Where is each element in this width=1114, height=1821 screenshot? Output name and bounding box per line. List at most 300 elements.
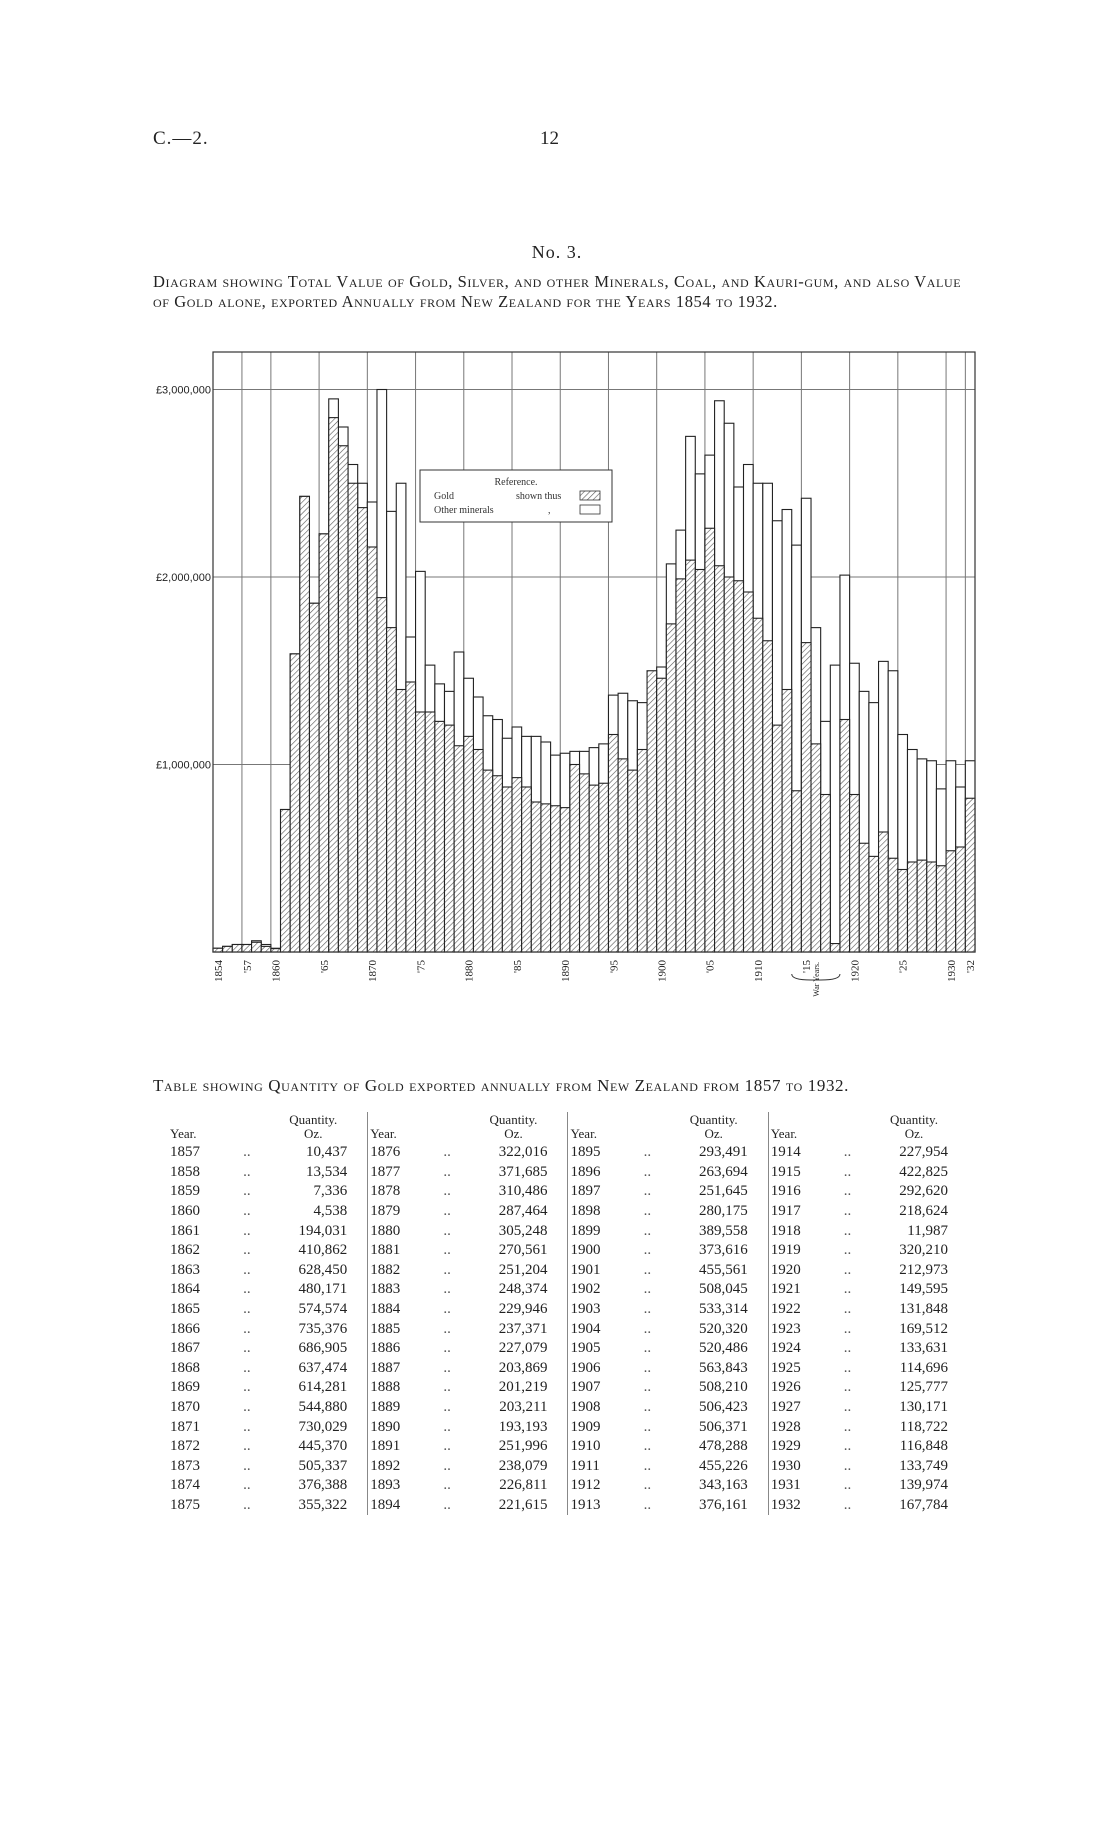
year-cell: 1879: [368, 1202, 435, 1222]
x-tick-label-1915: '15: [801, 960, 814, 973]
year-cell: 1869: [170, 1379, 200, 1396]
quantity-cell: 212,973: [899, 1261, 948, 1278]
quantity-cell: 389,558: [698, 1222, 748, 1239]
table-row: [168, 1280, 968, 1300]
year-cell: 1910: [568, 1437, 635, 1457]
gold-bar-1900: [657, 678, 667, 952]
gold-quantity-table: [168, 1112, 968, 1515]
year-cell: 1902: [568, 1280, 635, 1300]
dot-leader: ..: [843, 1242, 852, 1259]
table-row: [168, 1378, 968, 1398]
quantity-cell: 4,538: [313, 1203, 348, 1220]
dot-leader: ..: [243, 1418, 251, 1435]
gold-bar-1915: [801, 643, 811, 952]
year-cell: 1882: [368, 1261, 435, 1281]
gold-bar-1926: [907, 862, 917, 952]
year-cell: 1865: [170, 1301, 200, 1318]
quantity-cell: 248,374: [498, 1281, 548, 1298]
gold-bar-1928: [927, 862, 937, 952]
dot-leader: ..: [443, 1418, 451, 1435]
dot-leader: ..: [443, 1457, 451, 1474]
gold-bar-1913: [782, 690, 792, 953]
table-row: [168, 1300, 968, 1320]
dot-leader: ..: [443, 1261, 451, 1278]
quantity-cell: 508,045: [698, 1281, 748, 1298]
year-cell: 1875: [170, 1496, 200, 1513]
export-value-chart: [0, 340, 1114, 1040]
year-cell: 1928: [768, 1417, 835, 1437]
legend-shown-label: shown thus: [516, 491, 562, 502]
year-cell: 1911: [568, 1457, 635, 1477]
table-row: [168, 1437, 968, 1457]
gold-bar-1864: [309, 603, 319, 952]
year-cell: 1887: [368, 1359, 435, 1379]
year-cell: 1881: [368, 1241, 435, 1261]
dot-leader: ..: [443, 1281, 451, 1298]
year-cell: 1894: [368, 1496, 435, 1516]
gold-bar-1895: [608, 735, 618, 953]
dot-leader: ..: [643, 1438, 652, 1455]
dot-leader: ..: [643, 1301, 652, 1318]
quantity-cell: 305,248: [498, 1222, 548, 1239]
quantity-cell: 292,620: [899, 1183, 948, 1200]
quantity-cell: 238,079: [498, 1457, 548, 1474]
year-cell: 1917: [768, 1202, 835, 1222]
table-row: [168, 1143, 968, 1163]
quantity-cell: 544,880: [298, 1399, 348, 1416]
gold-bar-1869: [358, 508, 368, 952]
table-row: [168, 1182, 968, 1202]
gold-bar-1891: [570, 765, 580, 953]
y-tick-label: £1,000,000: [155, 759, 211, 772]
page-number: 12: [540, 128, 559, 149]
gold-bar-1901: [666, 624, 676, 952]
gold-bar-1894: [599, 783, 609, 952]
gold-bar-1859: [261, 946, 271, 952]
quantity-cell: 167,784: [899, 1496, 948, 1513]
gold-bar-1916: [811, 744, 821, 952]
year-cell: 1904: [568, 1319, 635, 1339]
year-cell: 1920: [768, 1261, 835, 1281]
dot-leader: ..: [843, 1301, 852, 1318]
dot-leader: ..: [243, 1144, 251, 1161]
x-tick-label-1880: 1880: [463, 960, 476, 982]
year-cell: 1885: [368, 1319, 435, 1339]
quantity-cell: 125,777: [899, 1379, 948, 1396]
table-row: [168, 1359, 968, 1379]
quantity-cell: 221,615: [498, 1496, 548, 1513]
dot-leader: ..: [243, 1477, 251, 1494]
header-quantity-unit: Oz.: [504, 1126, 523, 1141]
gold-bar-1885: [512, 778, 522, 952]
gold-bar-1914: [792, 791, 802, 952]
dot-leader: ..: [643, 1320, 652, 1337]
year-cell: 1872: [170, 1438, 200, 1455]
year-cell: 1880: [368, 1221, 435, 1241]
year-cell: 1877: [368, 1163, 435, 1183]
x-tick-label-1932: '32: [965, 960, 978, 973]
table-row: [168, 1163, 968, 1183]
quantity-cell: 270,561: [498, 1242, 548, 1259]
gold-bar-1908: [734, 581, 744, 952]
quantity-cell: 478,288: [698, 1438, 748, 1455]
table-row: [168, 1221, 968, 1241]
year-cell: 1918: [768, 1221, 835, 1241]
war-years-label: War Years.: [811, 962, 821, 997]
quantity-cell: 114,696: [899, 1359, 948, 1376]
year-cell: 1858: [170, 1163, 200, 1180]
year-cell: 1926: [768, 1378, 835, 1398]
dot-leader: ..: [643, 1379, 652, 1396]
figure-number: No. 3.: [531, 242, 583, 262]
quantity-cell: 293,491: [698, 1144, 748, 1161]
dot-leader: ..: [643, 1261, 652, 1278]
quantity-cell: 455,561: [698, 1261, 748, 1278]
dot-leader: ..: [443, 1477, 451, 1494]
gold-bar-1886: [522, 787, 532, 952]
gold-bar-1918: [830, 944, 840, 952]
year-cell: 1900: [568, 1241, 635, 1261]
gold-bar-1903: [686, 560, 696, 952]
quantity-cell: 169,512: [899, 1320, 948, 1337]
gold-bar-1917: [821, 795, 831, 953]
dot-leader: ..: [243, 1203, 251, 1220]
header-year: Year.: [568, 1112, 635, 1143]
quantity-cell: 203,211: [499, 1399, 548, 1416]
quantity-cell: 7,336: [313, 1183, 348, 1200]
dot-leader: ..: [243, 1281, 251, 1298]
quantity-cell: 614,281: [298, 1379, 348, 1396]
dot-leader: ..: [443, 1340, 451, 1357]
dot-leader: ..: [843, 1183, 852, 1200]
year-cell: 1923: [768, 1319, 835, 1339]
x-tick-label-1895: '95: [608, 960, 621, 973]
gold-bar-1858: [252, 942, 262, 952]
quantity-cell: 226,811: [499, 1477, 548, 1494]
year-cell: 1868: [170, 1359, 200, 1376]
gold-bar-1921: [859, 843, 869, 952]
year-cell: 1886: [368, 1339, 435, 1359]
gold-bar-1873: [396, 690, 406, 953]
quantity-cell: 149,595: [899, 1281, 948, 1298]
gold-bar-1932: [965, 798, 975, 952]
gold-bar-1877: [435, 721, 445, 952]
quantity-cell: 116,848: [899, 1438, 948, 1455]
year-cell: 1892: [368, 1457, 435, 1477]
year-cell: 1932: [768, 1496, 835, 1516]
gold-bar-1872: [387, 628, 397, 952]
gold-bar-1880: [464, 736, 474, 952]
header-spacer: [234, 1112, 259, 1143]
dot-leader: ..: [243, 1438, 251, 1455]
quantity-cell: 322,016: [498, 1144, 548, 1161]
year-cell: 1878: [368, 1182, 435, 1202]
gold-bar-1892: [580, 774, 590, 952]
gold-bar-1867: [338, 446, 348, 952]
legend-other-label: Other minerals: [434, 505, 494, 516]
quantity-cell: 263,694: [698, 1163, 748, 1180]
quantity-cell: 735,376: [298, 1320, 348, 1337]
quantity-cell: 422,825: [899, 1163, 948, 1180]
dot-leader: ..: [243, 1399, 251, 1416]
dot-leader: ..: [243, 1261, 251, 1278]
dot-leader: ..: [843, 1320, 852, 1337]
gold-bar-1871: [377, 598, 387, 952]
gold-bar-1893: [589, 785, 599, 952]
dot-leader: ..: [643, 1457, 652, 1474]
quantity-cell: 133,749: [899, 1457, 948, 1474]
legend-title: Reference.: [494, 477, 538, 488]
gold-bar-1931: [956, 847, 966, 952]
table-row: [168, 1319, 968, 1339]
dot-leader: ..: [643, 1359, 652, 1376]
gold-bar-1902: [676, 579, 686, 952]
dot-leader: ..: [643, 1242, 652, 1259]
gold-bar-1875: [416, 712, 426, 952]
year-cell: 1873: [170, 1457, 200, 1474]
quantity-cell: 201,219: [498, 1379, 548, 1396]
gold-bar-1861: [281, 810, 291, 953]
year-cell: 1930: [768, 1457, 835, 1477]
table-row: [168, 1261, 968, 1281]
header-quantity-label: Quantity.: [489, 1112, 538, 1127]
year-cell: 1903: [568, 1300, 635, 1320]
quantity-cell: 628,450: [298, 1261, 348, 1278]
header-quantity-label: Quantity.: [890, 1112, 938, 1127]
gold-bar-1883: [493, 776, 503, 952]
gold-bar-1878: [444, 725, 454, 952]
dot-leader: ..: [643, 1340, 652, 1357]
dot-leader: ..: [843, 1496, 852, 1513]
dot-leader: ..: [243, 1242, 251, 1259]
quantity-cell: 508,210: [698, 1379, 748, 1396]
quantity-cell: 218,624: [899, 1203, 948, 1220]
dot-leader: ..: [643, 1496, 652, 1513]
dot-leader: ..: [843, 1477, 852, 1494]
quantity-cell: 193,193: [498, 1418, 548, 1435]
year-cell: 1929: [768, 1437, 835, 1457]
year-cell: 1921: [768, 1280, 835, 1300]
quantity-cell: 637,474: [298, 1359, 348, 1376]
page-reference: C.—2.: [153, 128, 209, 149]
year-cell: 1912: [568, 1476, 635, 1496]
dot-leader: ..: [643, 1477, 652, 1494]
year-cell: 1931: [768, 1476, 835, 1496]
gold-bar-1907: [724, 577, 734, 952]
year-cell: 1863: [170, 1261, 200, 1278]
quantity-cell: 251,645: [698, 1183, 748, 1200]
gold-bar-1924: [888, 858, 898, 952]
dot-leader: ..: [843, 1222, 852, 1239]
quantity-cell: 287,464: [498, 1203, 548, 1220]
gold-bar-1910: [753, 618, 763, 952]
gold-bar-1912: [772, 725, 782, 952]
quantity-cell: 520,486: [698, 1340, 748, 1357]
gold-bar-1911: [763, 641, 773, 952]
dot-leader: ..: [843, 1281, 852, 1298]
year-cell: 1859: [170, 1183, 200, 1200]
quantity-cell: 118,722: [899, 1418, 948, 1435]
legend-gold-swatch: [580, 491, 600, 500]
gold-bar-1879: [454, 746, 464, 952]
quantity-cell: 310,486: [498, 1183, 548, 1200]
gold-bar-1863: [300, 496, 310, 952]
quantity-cell: 410,862: [298, 1242, 348, 1259]
dot-leader: ..: [643, 1222, 652, 1239]
table-row: [168, 1457, 968, 1477]
quantity-cell: 563,843: [698, 1359, 748, 1376]
year-cell: 1915: [768, 1163, 835, 1183]
y-tick-label: £3,000,000: [155, 384, 211, 397]
year-cell: 1925: [768, 1359, 835, 1379]
dot-leader: ..: [443, 1203, 451, 1220]
quantity-cell: 455,226: [698, 1457, 748, 1474]
header-year: Year.: [368, 1112, 435, 1143]
gold-bar-1930: [946, 851, 956, 952]
quantity-cell: 371,685: [498, 1163, 548, 1180]
header-spacer: [835, 1112, 860, 1143]
quantity-cell: 10,437: [305, 1144, 348, 1161]
quantity-cell: 373,616: [698, 1242, 748, 1259]
year-cell: 1901: [568, 1261, 635, 1281]
dot-leader: ..: [243, 1457, 251, 1474]
quantity-cell: 686,905: [298, 1340, 348, 1357]
gold-bar-1919: [840, 720, 850, 953]
dot-leader: ..: [443, 1438, 451, 1455]
x-tick-label-1905: '05: [704, 960, 717, 973]
dot-leader: ..: [243, 1379, 251, 1396]
year-cell: 1927: [768, 1398, 835, 1418]
year-cell: 1909: [568, 1417, 635, 1437]
year-cell: 1890: [368, 1417, 435, 1437]
gold-bar-1857: [242, 945, 252, 953]
quantity-cell: 237,371: [498, 1320, 548, 1337]
gold-bar-1899: [647, 671, 657, 952]
gold-bar-1897: [628, 770, 638, 952]
year-cell: 1899: [568, 1221, 635, 1241]
gold-bar-1870: [367, 547, 377, 952]
quantity-cell: 251,996: [498, 1438, 548, 1455]
dot-leader: ..: [243, 1163, 251, 1180]
quantity-cell: 320,210: [899, 1242, 948, 1259]
dot-leader: ..: [443, 1379, 451, 1396]
header-quantity: [259, 1112, 367, 1143]
quantity-cell: 533,314: [698, 1301, 748, 1318]
year-cell: 1874: [170, 1477, 200, 1494]
header-quantity-unit: Oz.: [704, 1126, 723, 1141]
quantity-cell: 480,171: [298, 1281, 348, 1298]
dot-leader: ..: [243, 1320, 251, 1337]
dot-leader: ..: [643, 1418, 652, 1435]
dot-leader: ..: [443, 1496, 451, 1513]
dot-leader: ..: [843, 1399, 852, 1416]
header-quantity: [460, 1112, 568, 1143]
quantity-cell: 376,388: [298, 1477, 348, 1494]
quantity-cell: 445,370: [298, 1438, 348, 1455]
dot-leader: ..: [643, 1144, 652, 1161]
dot-leader: ..: [243, 1340, 251, 1357]
other-bar-1918: [830, 665, 840, 952]
dot-leader: ..: [643, 1203, 652, 1220]
x-tick-label-1910: 1910: [752, 960, 765, 982]
year-cell: 1905: [568, 1339, 635, 1359]
legend-gold-label: Gold: [434, 491, 454, 502]
dot-leader: ..: [443, 1359, 451, 1376]
quantity-cell: 11,987: [907, 1222, 948, 1239]
dot-leader: ..: [643, 1281, 652, 1298]
dot-leader: ..: [843, 1340, 852, 1357]
header-quantity-label: Quantity.: [289, 1112, 338, 1127]
table-row: [168, 1339, 968, 1359]
year-cell: 1893: [368, 1476, 435, 1496]
year-cell: 1916: [768, 1182, 835, 1202]
gold-bar-1904: [695, 570, 705, 953]
gold-bar-1923: [879, 832, 889, 952]
gold-bar-1929: [936, 866, 946, 952]
x-tick-label-1890: 1890: [560, 960, 573, 982]
dot-leader: ..: [843, 1144, 852, 1161]
x-tick-label-1925: '25: [897, 960, 910, 973]
dot-leader: ..: [443, 1222, 451, 1239]
x-tick-label-1865: '65: [318, 960, 331, 973]
x-tick-label-1920: 1920: [849, 960, 862, 982]
y-tick-label: £2,000,000: [155, 572, 211, 584]
header-year: Year.: [170, 1126, 197, 1141]
quantity-cell: 130,171: [899, 1399, 948, 1416]
quantity-cell: 227,079: [498, 1340, 548, 1357]
quantity-cell: 506,371: [698, 1418, 748, 1435]
gold-bar-1905: [705, 528, 715, 952]
year-cell: 1908: [568, 1398, 635, 1418]
header-quantity-unit: Oz.: [904, 1126, 924, 1141]
dot-leader: ..: [243, 1222, 251, 1239]
gold-bar-1868: [348, 483, 358, 952]
header-spacer: [635, 1112, 660, 1143]
dot-leader: ..: [443, 1320, 451, 1337]
gold-bar-1906: [715, 566, 725, 952]
year-cell: 1861: [170, 1222, 200, 1239]
y-axis-tick-labels: [156, 385, 211, 772]
dot-leader: ..: [443, 1144, 451, 1161]
gold-bar-1920: [850, 795, 860, 953]
dot-leader: ..: [443, 1183, 451, 1200]
dot-leader: ..: [843, 1203, 852, 1220]
quantity-cell: 203,869: [498, 1359, 548, 1376]
x-tick-label-1900: 1900: [656, 960, 669, 982]
quantity-cell: 229,946: [498, 1301, 548, 1318]
gold-bar-1889: [551, 806, 561, 952]
year-cell: 1871: [170, 1418, 200, 1435]
dot-leader: ..: [443, 1242, 451, 1259]
year-cell: 1867: [170, 1340, 200, 1357]
header-year: Year.: [768, 1112, 835, 1143]
gold-bar-1862: [290, 654, 300, 952]
x-tick-label-1870: 1870: [367, 960, 380, 982]
dot-leader: ..: [243, 1496, 251, 1513]
gold-bar-1865: [319, 534, 329, 952]
dot-leader: ..: [843, 1438, 852, 1455]
quantity-cell: 13,534: [305, 1163, 348, 1180]
quantity-cell: 505,337: [298, 1457, 348, 1474]
x-tick-label-1854: 1854: [212, 960, 225, 982]
dot-leader: ..: [843, 1418, 852, 1435]
gold-bar-1856: [232, 945, 242, 953]
year-cell: 1870: [170, 1399, 200, 1416]
quantity-cell: 574,574: [298, 1301, 348, 1318]
quantity-cell: 355,322: [298, 1496, 348, 1513]
year-cell: 1896: [568, 1163, 635, 1183]
dot-leader: ..: [843, 1359, 852, 1376]
